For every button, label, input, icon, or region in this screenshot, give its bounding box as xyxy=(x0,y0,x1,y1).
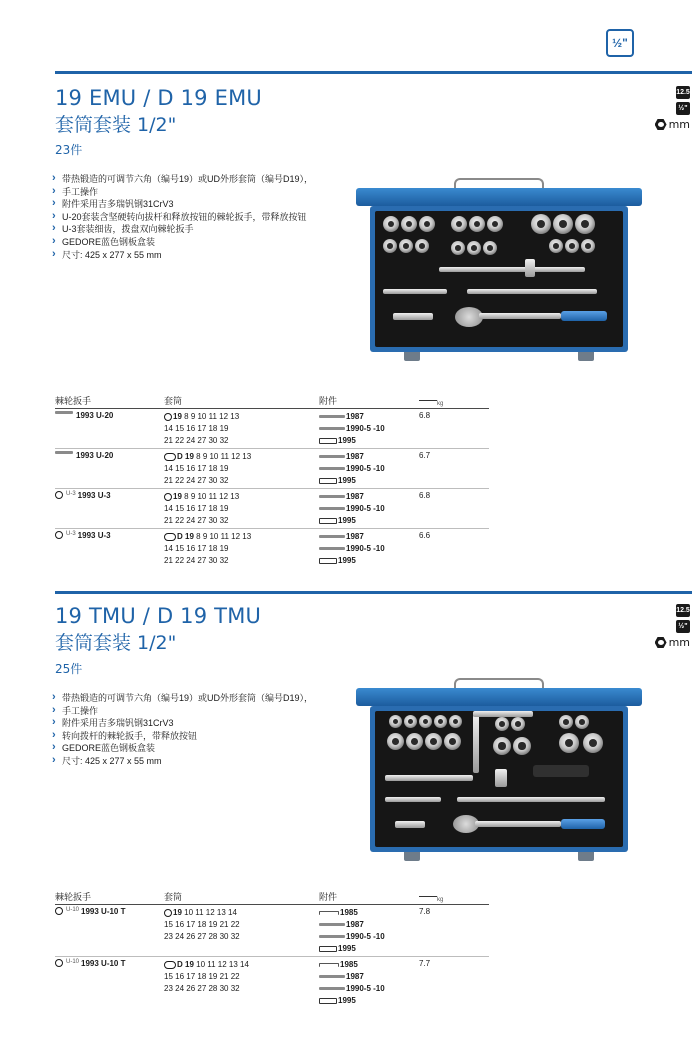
case-body xyxy=(370,706,628,852)
hex-socket-icon xyxy=(655,119,667,130)
ratchet-icon xyxy=(55,907,63,915)
ratchet-code: 1993 U-3 xyxy=(77,491,111,500)
col-ratchet-header: 棘轮扳手 xyxy=(55,396,92,406)
weight-value: 6.8 xyxy=(419,491,431,500)
socket-code: D 19 xyxy=(177,532,194,541)
piece-count: 25件 xyxy=(55,662,83,676)
feature-list xyxy=(52,173,342,261)
feature-item: › U-3套装细齿，拨盘双向棘轮扳手 xyxy=(52,223,342,236)
extension-bar-icon xyxy=(319,923,345,926)
socket-code: 19 xyxy=(173,412,182,421)
weight-value: 7.7 xyxy=(419,959,431,968)
ratchet-code: 1993 U-10 T xyxy=(81,959,126,968)
adapter-icon xyxy=(319,946,337,952)
case-tray xyxy=(375,211,623,347)
adapter-icon xyxy=(319,558,337,564)
socket-ud-icon xyxy=(164,453,176,461)
ratchet-code: 1993 U-20 xyxy=(76,451,114,460)
section-title: 19 TMU / D 19 TMU xyxy=(55,604,262,628)
socket-hex-icon xyxy=(164,909,172,917)
adapter-icon xyxy=(319,998,337,1004)
socket-code: D 19 xyxy=(177,960,194,969)
product-image xyxy=(356,678,642,868)
unit-badge: mm xyxy=(655,118,690,131)
socket-sizes: 21 22 24 27 30 32 xyxy=(164,516,229,525)
weight-value: 6.7 xyxy=(419,451,431,460)
ratchet-code: 1993 U-10 T xyxy=(81,907,126,916)
socket-sizes: 23 24 26 27 28 30 32 xyxy=(164,932,240,941)
product-image xyxy=(356,178,642,368)
socket-code: D 19 xyxy=(177,452,194,461)
drive-badge: ½" xyxy=(676,620,690,633)
extension-bar-icon xyxy=(319,507,345,510)
spec-table xyxy=(55,892,489,1008)
feature-item: › 尺寸: 425 x 277 x 55 mm xyxy=(52,249,342,262)
extension-bar-icon xyxy=(319,935,345,938)
case-lid xyxy=(356,188,642,206)
drive-badge: ½" xyxy=(676,102,690,115)
ratchet-code: 1993 U-20 xyxy=(76,411,114,420)
extension-bar-icon xyxy=(319,427,345,430)
col-weight-header: kg xyxy=(419,893,489,903)
col-accessory-header: 附件 xyxy=(319,892,338,902)
socket-sizes: 21 22 24 27 30 32 xyxy=(164,436,229,445)
col-ratchet-header: 棘轮扳手 xyxy=(55,892,92,902)
spec-table xyxy=(55,396,489,568)
extension-bar-icon xyxy=(319,535,345,538)
weight-value: 6.6 xyxy=(419,531,431,540)
col-accessory-header: 附件 xyxy=(319,396,338,406)
adapter-icon xyxy=(319,478,337,484)
torque-badge: 12.5 xyxy=(676,86,690,99)
section-title: 19 EMU / D 19 EMU xyxy=(55,86,262,110)
col-weight-header: kg xyxy=(419,397,489,407)
unit-badge: mm xyxy=(655,636,690,649)
t-bar-icon xyxy=(319,963,339,967)
socket-sizes: 8 9 10 11 12 13 xyxy=(196,532,252,541)
feature-list xyxy=(52,692,342,768)
case-lid xyxy=(356,688,642,706)
socket-sizes: 10 11 12 13 14 xyxy=(196,960,249,969)
table-row: 1993 U-20 D 19 8 9 10 11 12 13 14 15 16 17 18 19 21 22 24 27 30 32 1987 1990-5 -10 1995 6.7 xyxy=(55,449,489,489)
socket-hex-icon xyxy=(164,413,172,421)
table-row: U-10 1993 U-10 T D 19 10 11 12 13 14 15 16 17 18 19 21 22 23 24 26 27 28 30 32 1985 1987 1990-5 -10 1995 7.7 xyxy=(55,957,489,1008)
socket-sizes: 10 11 12 13 14 xyxy=(184,908,237,917)
table-row: 1993 U-20 19 8 9 10 11 12 13 14 15 16 17 18 19 21 22 24 27 30 32 1987 1990-5 -10 1995 6.8 xyxy=(55,409,489,449)
torque-badge: 12.5 xyxy=(676,604,690,617)
t-bar-icon xyxy=(319,911,339,915)
col-socket-header: 套筒 xyxy=(164,892,183,902)
case-tray xyxy=(375,711,623,847)
socket-sizes: 8 9 10 11 12 13 xyxy=(184,492,240,501)
socket-sizes: 21 22 24 27 30 32 xyxy=(164,556,229,565)
section-subtitle: 套筒套装 1/2" xyxy=(55,632,177,654)
table-row: U-10 1993 U-10 T 19 10 11 12 13 14 15 16 17 18 19 21 22 23 24 26 27 28 30 32 1985 1987 1990-5 -10 1995 7.8 xyxy=(55,905,489,957)
socket-sizes: 8 9 10 11 12 13 xyxy=(196,452,252,461)
socket-sizes: 14 15 16 17 18 19 xyxy=(164,424,229,433)
weight-value: 6.8 xyxy=(419,411,431,420)
weight-icon xyxy=(419,896,437,902)
feature-item: › GEDORE蓝色钢板盒装 xyxy=(52,742,342,755)
extension-bar-icon xyxy=(319,975,345,978)
col-socket-header: 套筒 xyxy=(164,396,183,406)
feature-item: › 转向拨杆的棘轮扳手，带释放按钮 xyxy=(52,730,342,743)
adapter-icon xyxy=(319,518,337,524)
ratchet-icon xyxy=(55,531,63,539)
piece-count: 23件 xyxy=(55,143,83,157)
socket-sizes: 15 16 17 18 19 21 22 xyxy=(164,972,240,981)
table-row: U-3 1993 U-3 19 8 9 10 11 12 13 14 15 16 17 18 19 21 22 24 27 30 32 1987 1990-5 -10 1995 6.8 xyxy=(55,489,489,529)
socket-sizes: 23 24 26 27 28 30 32 xyxy=(164,984,240,993)
spec-badges xyxy=(640,86,690,131)
socket-sizes: 8 9 10 11 12 13 xyxy=(184,412,240,421)
extension-bar-icon xyxy=(319,547,345,550)
weight-value: 7.8 xyxy=(419,907,431,916)
table-header xyxy=(55,396,489,409)
section-divider xyxy=(55,591,692,594)
socket-code: 19 xyxy=(173,908,182,917)
socket-sizes: 14 15 16 17 18 19 xyxy=(164,544,229,553)
section-divider xyxy=(55,71,692,74)
feature-item: › U-20套装含坚硬转向拔杆和释放按钮的棘轮扳手，带释放按钮 xyxy=(52,211,342,224)
drive-size-badge: ½" xyxy=(606,29,634,57)
socket-sizes: 21 22 24 27 30 32 xyxy=(164,476,229,485)
adapter-icon xyxy=(319,438,337,444)
ratchet-icon xyxy=(55,451,73,454)
ratchet-code: 1993 U-3 xyxy=(77,531,111,540)
weight-icon xyxy=(419,400,437,406)
hex-socket-icon xyxy=(655,637,667,648)
extension-bar-icon xyxy=(319,987,345,990)
feature-item: › 手工操作 xyxy=(52,705,342,718)
socket-code: 19 xyxy=(173,492,182,501)
socket-sizes: 14 15 16 17 18 19 xyxy=(164,464,229,473)
extension-bar-icon xyxy=(319,495,345,498)
case-body xyxy=(370,206,628,352)
feature-item: › 手工操作 xyxy=(52,186,342,199)
section-subtitle: 套筒套装 1/2" xyxy=(55,114,177,136)
socket-sizes: 14 15 16 17 18 19 xyxy=(164,504,229,513)
socket-sizes: 15 16 17 18 19 21 22 xyxy=(164,920,240,929)
socket-ud-icon xyxy=(164,961,176,969)
extension-bar-icon xyxy=(319,415,345,418)
socket-ud-icon xyxy=(164,533,176,541)
feature-item: › 尺寸: 425 x 277 x 55 mm xyxy=(52,755,342,768)
feature-item: › GEDORE蓝色钢板盒装 xyxy=(52,236,342,249)
socket-hex-icon xyxy=(164,493,172,501)
feature-item: › 带热锻造的可调节六角（编号19）或UD外形套筒（编号D19）， xyxy=(52,173,342,186)
spec-badges xyxy=(640,604,690,649)
ratchet-icon xyxy=(55,491,63,499)
table-row: U-3 1993 U-3 D 19 8 9 10 11 12 13 14 15 16 17 18 19 21 22 24 27 30 32 1987 1990-5 -10 1995 6.6 xyxy=(55,529,489,568)
feature-item: › 附件采用吉多瑞钒钢31CrV3 xyxy=(52,198,342,211)
feature-item: › 附件采用吉多瑞钒钢31CrV3 xyxy=(52,717,342,730)
ratchet-icon xyxy=(55,959,63,967)
feature-item: › 带热锻造的可调节六角（编号19）或UD外形套筒（编号D19）， xyxy=(52,692,342,705)
extension-bar-icon xyxy=(319,467,345,470)
extension-bar-icon xyxy=(319,455,345,458)
table-header xyxy=(55,892,489,905)
ratchet-icon xyxy=(55,411,73,414)
